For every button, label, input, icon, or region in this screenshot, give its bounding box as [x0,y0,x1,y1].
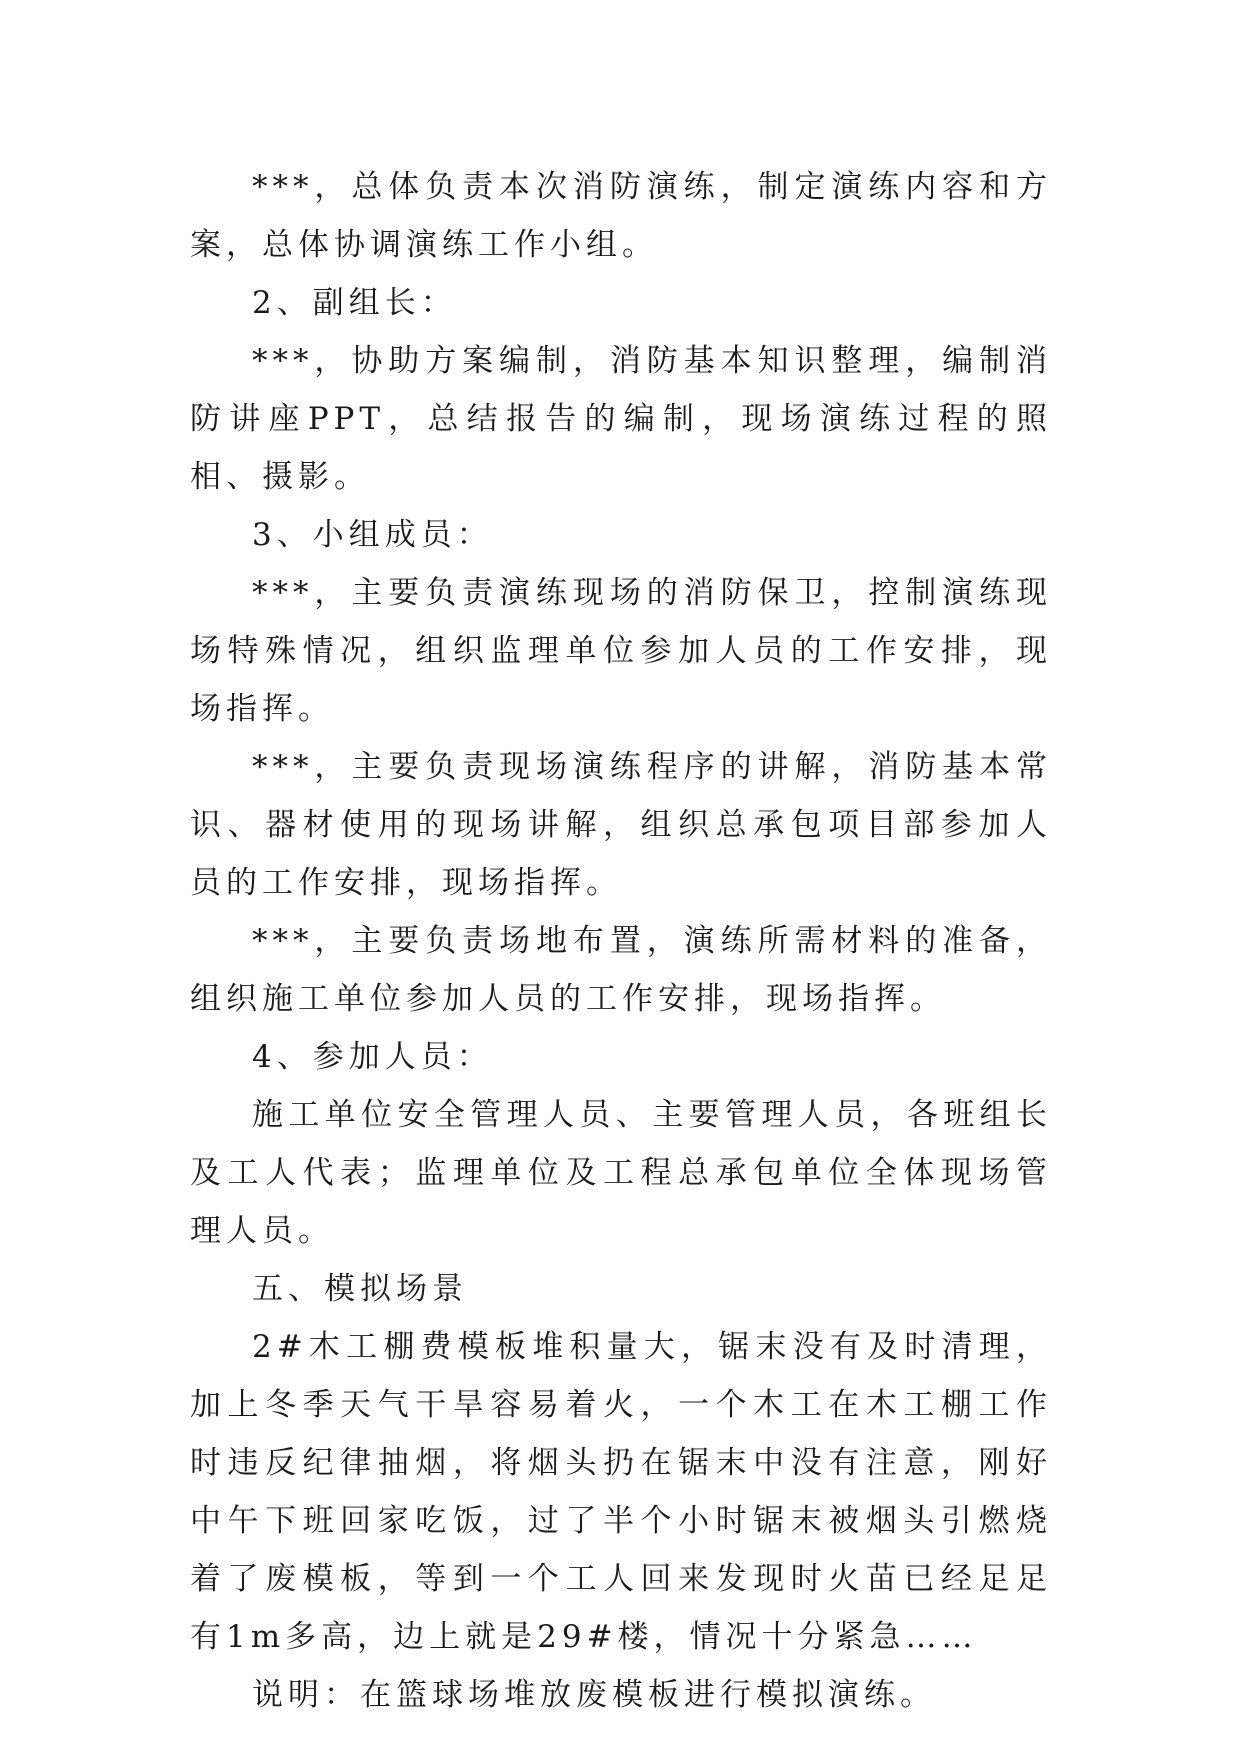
paragraph-leader-duties: ***，总体负责本次消防演练，制定演练内容和方案，总体协调演练工作小组。 [190,169,1052,263]
heading-participants: 4、参加人员： [252,1039,493,1075]
paragraph-scenario: 2#木工棚费模板堆积量大，锯末没有及时清理，加上冬季天气干旱容易着火，一个木工在木工棚工作时违反纪律抽烟，将烟头扔在锯末中没有注意，刚好中午下班回家吃饭，过了半个小时锯末被烟头引燃烧着了废模板，等到一个工人回来发现时火苗已经足足有1m多高，边上就是29#楼，情况十分紧急…… [190,1329,1052,1655]
heading-simulated-scenario: 五、模拟场景 [252,1271,468,1307]
paragraph-member-duties-1: ***，主要负责演练现场的消防保卫，控制演练现场特殊情况，组织监理单位参加人员的工作安排，现场指挥。 [190,575,1052,727]
heading-deputy-leader: 2、副组长： [252,285,457,321]
paragraph-participants: 施工单位安全管理人员、主要管理人员，各班组长及工人代表；监理单位及工程总承包单位全体现场管理人员。 [190,1097,1052,1249]
document-body [190,158,1052,1724]
paragraph-member-duties-2: ***，主要负责现场演练程序的讲解，消防基本常识、器材使用的现场讲解，组织总承包项目部参加人员的工作安排，现场指挥。 [190,749,1052,901]
heading-group-members: 3、小组成员： [252,517,493,553]
paragraph-deputy-duties: ***，协助方案编制，消防基本知识整理，编制消防讲座PPT，总结报告的编制，现场演练过程的照相、摄影。 [190,343,1052,495]
paragraph-member-duties-3: ***，主要负责场地布置，演练所需材料的准备，组织施工单位参加人员的工作安排，现场指挥。 [190,923,1052,1017]
paragraph-note: 说明：在篮球场堆放废模板进行模拟演练。 [252,1677,936,1713]
